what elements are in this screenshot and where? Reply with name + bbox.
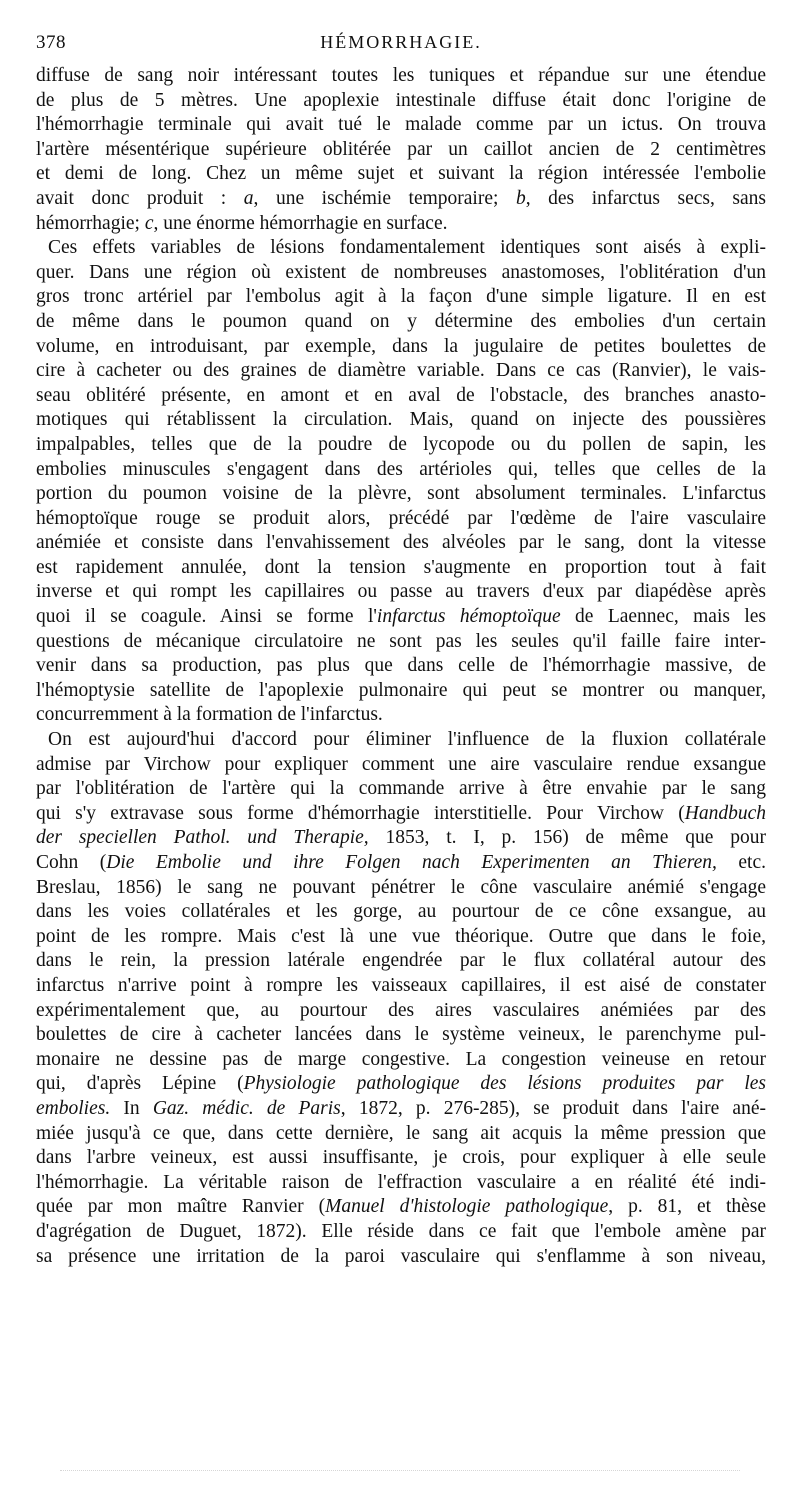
text-line [36, 285, 766, 310]
text-segment: l'artère mésentérique supérieure oblitérée par un caillot ancien de 2 centimètres [36, 138, 766, 160]
text-line [36, 359, 766, 384]
text-segment: volume, en introduisant, par exemple, dans la jugulaire de petites boulettes de [36, 335, 766, 357]
text-line [36, 728, 766, 753]
text-segment: par l'oblitération de l'artère qui la commande arrive à être envahie par le sang [36, 778, 766, 800]
text-line [36, 408, 766, 433]
text-line [36, 1146, 766, 1171]
text-segment: l'hémoptysie satellite de l'apoplexie pulmonaire qui peut se montrer ou manquer, [36, 679, 766, 701]
text-line [36, 433, 766, 458]
text-segment: Cohn ( [36, 852, 107, 873]
text-line [36, 654, 766, 679]
italic-segment: c [144, 212, 154, 234]
text-line [36, 138, 766, 163]
text-segment: d'agrégation de Duguet, 1872). Elle réside dans ce fait que l'embole amène par [36, 1220, 766, 1242]
text-segment: quée par mon maître Ranvier ( [36, 1196, 326, 1218]
text-segment: de Laennec, mais les [560, 606, 766, 628]
text-line [36, 1097, 766, 1122]
text-segment: , des infarctus secs, sans [525, 187, 766, 209]
text-line [36, 679, 766, 704]
text-segment: motiques qui rétablissent la circulation. Mais, quand on injecte des poussières [36, 409, 766, 431]
text-line [36, 1245, 766, 1270]
text-line [36, 777, 766, 802]
text-segment: hémoptoïque rouge se produit alors, précédé par l'œdème de l'aire vasculaire [36, 507, 766, 529]
text-segment: In [110, 1097, 153, 1119]
text-segment: portion du poumon voisine de la plèvre, sont absolument terminales. L'infarctus [36, 483, 766, 505]
text-segment: qui, d'après Lépine ( [36, 1073, 244, 1095]
text-segment: diffuse de sang noir intéressant toutes les tuniques et répandue sur une étendue [36, 65, 766, 86]
text-line [36, 162, 766, 187]
text-segment: infarctus n'arrive point à rompre les vaisseaux capillaires, il est aisé de constater [36, 974, 766, 996]
text-line [36, 876, 766, 901]
text-segment: On est aujourd'hui d'accord pour éliminer l'influence de la fluxion collatérale [48, 729, 766, 751]
italic-segment: Manuel d'histologie pathologique [325, 1196, 609, 1218]
text-line [36, 1072, 766, 1097]
text-segment: l'hémorrhagie terminale qui avait tué le malade comme par un ictus. On trouva [36, 114, 766, 136]
text-segment: admise par Virchow pour expliquer comment une aire vasculaire rendue exsangue [36, 753, 766, 775]
text-segment: qui s'y extravase sous forme d'hémorrhagie interstitielle. Pour Virchow ( [36, 802, 685, 824]
text-segment: 1853, t. I, p. 156) de même que pour [368, 827, 766, 849]
text-line [36, 64, 766, 89]
text-line [36, 187, 766, 212]
text-line [36, 974, 766, 999]
text-line [36, 630, 766, 655]
text-line [36, 310, 766, 335]
text-line [36, 556, 766, 581]
text-line [36, 507, 766, 532]
text-segment: concurremment à la formation de l'infarctus. [36, 704, 383, 726]
text-segment: impalpables, telles que de la poudre de lycopode ou du pollen de sapin, les [36, 433, 766, 455]
text-segment: est rapidement annulée, dont la tension s'augmente en proportion tout à fait [36, 556, 766, 578]
text-line [36, 236, 766, 261]
text-segment: monaire ne dessine pas de marge congestive. La congestion veineuse en retour [36, 1048, 766, 1070]
text-segment: etc. [716, 852, 766, 873]
text-segment: gros tronc artériel par l'embolus agit à la façon d'une simple ligature. Il en est [36, 286, 766, 308]
text-line [36, 703, 766, 728]
text-line [36, 335, 766, 360]
italic-segment: a [243, 187, 254, 209]
text-segment: Ces effets variables de lésions fondamentalement identiques sont aisés à expli- [48, 237, 766, 259]
text-segment: , 1872, p. 276-285), se produit dans l'aire ané- [340, 1097, 766, 1119]
text-line [36, 113, 766, 138]
text-line [36, 826, 766, 851]
text-line [36, 949, 766, 974]
text-line [36, 605, 766, 630]
text-line [36, 753, 766, 778]
text-line [36, 1220, 766, 1245]
book-page [36, 28, 766, 1269]
text-segment: avait donc produit : [36, 187, 244, 209]
text-segment: hémorrhagie; [36, 212, 145, 234]
text-line [36, 1122, 766, 1147]
text-segment: , une ischémie temporaire; [253, 187, 516, 209]
text-segment: inverse et qui rompt les capillaires ou passe au travers d'eux par diapédèse après [36, 581, 766, 603]
text-segment: de plus de 5 mètres. Une apoplexie intestinale diffuse était donc l'origine de [36, 89, 766, 111]
text-segment: quer. Dans une région où existent de nombreuses anastomoses, l'oblitération d'un [36, 261, 766, 283]
text-line [36, 802, 766, 827]
text-line [36, 384, 766, 409]
italic-segment: embolies. [36, 1097, 111, 1119]
scan-artifact-line [60, 1470, 740, 1472]
running-title: HÉMORRHAGIE. [320, 32, 482, 52]
page-header [36, 28, 766, 64]
text-segment: embolies minuscules s'engagent dans des artérioles qui, telles que celles de la [36, 458, 766, 480]
text-segment: cire à cacheter ou des graines de diamètre variable. Dans ce cas (Ranvier), le vais- [36, 360, 766, 382]
text-line [36, 925, 766, 950]
text-line [36, 212, 766, 237]
text-line [36, 531, 766, 556]
text-segment: boulettes de cire à cacheter lancées dans le système veineux, le parenchyme pul- [36, 1024, 766, 1046]
text-segment: de même dans le poumon quand on y détermine des embolies d'un certain [36, 310, 766, 332]
text-segment: l'hémorrhagie. La véritable raison de l'effraction vasculaire a en réalité été indi- [36, 1171, 766, 1193]
text-line [36, 1023, 766, 1048]
text-segment: miée jusqu'à ce que, dans cette dernière, le sang ait acquis la même pression que [36, 1122, 766, 1144]
italic-segment: Handbuch [684, 802, 766, 824]
italic-segment: Gaz. médic. de Paris [152, 1097, 341, 1119]
text-segment: seau oblitéré présente, en amont et en aval de l'obstacle, des branches anasto- [36, 384, 766, 406]
text-segment: dans l'arbre veineux, est aussi insuffisante, je crois, pour expliquer à elle seule [36, 1147, 766, 1169]
text-segment: , p. 81, et thèse [608, 1196, 766, 1218]
text-line [36, 1195, 766, 1220]
text-line [36, 1171, 766, 1196]
body-text [36, 64, 766, 1269]
text-segment: anémiée et consiste dans l'envahissement des alvéoles par le sang, dont la vitesse [36, 532, 766, 554]
italic-segment: Die Embolie und ihre Folgen nach Experimenten an Thieren, [106, 852, 717, 873]
text-segment: dans les voies collatérales et les gorge, au pourtour de ce cône exsangue, au [36, 901, 766, 923]
italic-segment: Physiologie pathologique des lésions produites par les [243, 1073, 766, 1095]
page-number: 378 [36, 32, 66, 53]
text-line [36, 1048, 766, 1073]
text-line [36, 580, 766, 605]
text-line [36, 89, 766, 114]
text-segment: quoi il se coagule. Ainsi se forme l' [36, 606, 377, 628]
text-segment: point de les rompre. Mais c'est là une vue théorique. Outre que dans le foie, [36, 925, 766, 947]
text-segment: sa présence une irritation de la paroi vasculaire qui s'enflamme à son niveau, [36, 1245, 766, 1267]
text-line [36, 900, 766, 925]
text-segment: questions de mécanique circulatoire ne sont pas les seules qu'il faille faire inter- [36, 630, 766, 652]
text-line [36, 999, 766, 1024]
text-segment: et demi de long. Chez un même sujet et suivant la région intéressée l'embolie [36, 163, 766, 185]
text-segment: venir dans sa production, pas plus que dans celle de l'hémorrhagie massive, de [36, 655, 766, 677]
text-line [36, 261, 766, 286]
italic-segment: der speciellen Pathol. und Therapie, [36, 827, 369, 849]
text-line [36, 851, 766, 876]
text-line [36, 482, 766, 507]
text-segment: dans le rein, la pression latérale engendrée par le flux collatéral autour des [36, 950, 766, 972]
text-segment: expérimentalement que, au pourtour des aires vasculaires anémiées par des [36, 999, 766, 1021]
text-segment: Breslau, 1856) le sang ne pouvant pénétrer le cône vasculaire anémié s'engage [36, 876, 766, 898]
italic-segment: b [515, 187, 526, 209]
italic-segment: infarctus hémoptoïque [376, 606, 561, 628]
text-line [36, 458, 766, 483]
text-segment: , une énorme hémorrhagie en surface. [153, 212, 448, 234]
